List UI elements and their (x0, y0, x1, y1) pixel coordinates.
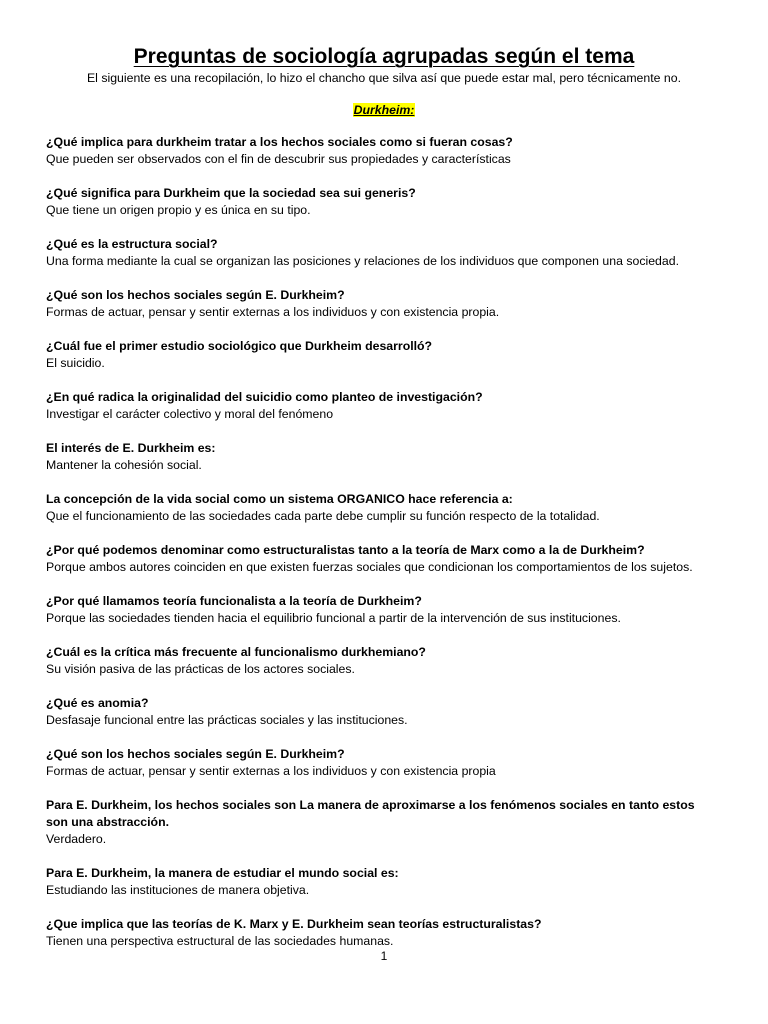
qa-item (46, 491, 718, 525)
question: ¿Qué implica para durkheim tratar a los hechos sociales como si fueran cosas? (46, 135, 513, 149)
qa-item (46, 389, 718, 423)
question: ¿Qué son los hechos sociales según E. Durkheim? (46, 747, 345, 761)
answer: Que pueden ser observados con el fin de descubrir sus propiedades y características (46, 152, 511, 166)
answer: Estudiando las instituciones de manera objetiva. (46, 883, 310, 897)
answer: El suicidio. (46, 356, 105, 370)
document-title: Preguntas de sociología agrupadas según el tema (133, 45, 635, 68)
answer: Una forma mediante la cual se organizan las posiciones y relaciones de los individuos que componen una sociedad. (46, 254, 679, 268)
answer: Mantener la cohesión social. (46, 458, 202, 472)
qa-item (46, 797, 718, 848)
question: ¿Qué significa para Durkheim que la sociedad sea sui generis? (46, 186, 416, 200)
section-heading-label: Durkheim: (353, 103, 415, 117)
question: ¿Qué es la estructura social? (46, 237, 218, 251)
answer: Investigar el carácter colectivo y moral del fenómeno (46, 407, 334, 421)
question-list (46, 134, 718, 967)
answer: Formas de actuar, pensar y sentir externas a los individuos y con existencia propia. (46, 305, 500, 319)
answer: Que el funcionamiento de las sociedades cada parte debe cumplir su función respecto de la totalidad. (46, 509, 600, 523)
qa-item (46, 185, 718, 219)
question: ¿Cuál es la crítica más frecuente al funcionalismo durkhemiano? (46, 645, 426, 659)
qa-item (46, 644, 718, 678)
qa-item (46, 695, 718, 729)
answer: Formas de actuar, pensar y sentir externas a los individuos y con existencia propia (46, 764, 496, 778)
qa-item (46, 338, 718, 372)
question: ¿Cuál fue el primer estudio sociológico que Durkheim desarrolló? (46, 339, 433, 353)
qa-item (46, 865, 718, 899)
qa-item (46, 134, 718, 168)
page-number: 1 (380, 949, 388, 963)
qa-item (46, 746, 718, 780)
question: La concepción de la vida social como un sistema ORGANICO hace referencia a: (46, 492, 513, 506)
qa-item (46, 593, 718, 627)
question: ¿Qué son los hechos sociales según E. Durkheim? (46, 288, 345, 302)
answer: Su visión pasiva de las prácticas de los actores sociales. (46, 662, 355, 676)
question: ¿En qué radica la originalidad del suicidio como planteo de investigación? (46, 390, 483, 404)
question: ¿Por qué podemos denominar como estructuralistas tanto a la teoría de Marx como a la de Durkheim? (46, 543, 645, 557)
question: ¿Qué es anomia? (46, 696, 149, 710)
answer: Porque ambos autores coinciden en que existen fuerzas sociales que condicionan los comportamientos de los sujetos. (46, 560, 693, 574)
qa-item (46, 542, 718, 576)
question: Para E. Durkheim, los hechos sociales son La manera de aproximarse a los fenómenos sociales en tanto estos son una abstracción. (46, 798, 695, 829)
qa-item (46, 287, 718, 321)
question: Para E. Durkheim, la manera de estudiar el mundo social es: (46, 866, 399, 880)
question: ¿Por qué llamamos teoría funcionalista a la teoría de Durkheim? (46, 594, 422, 608)
answer: Tienen una perspectiva estructural de las sociedades humanas. (46, 934, 394, 948)
answer: Que tiene un origen propio y es única en su tipo. (46, 203, 311, 217)
question: El interés de E. Durkheim es: (46, 441, 216, 455)
qa-item (46, 916, 718, 950)
answer: Porque las sociedades tienden hacia el equilibrio funcional a partir de la intervención de sus instituciones. (46, 611, 621, 625)
answer: Verdadero. (46, 832, 107, 846)
qa-item (46, 236, 718, 270)
qa-item (46, 440, 718, 474)
section-heading (0, 102, 768, 118)
question: ¿Que implica que las teorías de K. Marx y E. Durkheim sean teorías estructuralistas? (46, 917, 542, 931)
document-subtitle: El siguiente es una recopilación, lo hizo el chancho que silva así que puede estar mal, pero técnicamente no. (86, 71, 682, 85)
answer: Desfasaje funcional entre las prácticas sociales y las instituciones. (46, 713, 408, 727)
